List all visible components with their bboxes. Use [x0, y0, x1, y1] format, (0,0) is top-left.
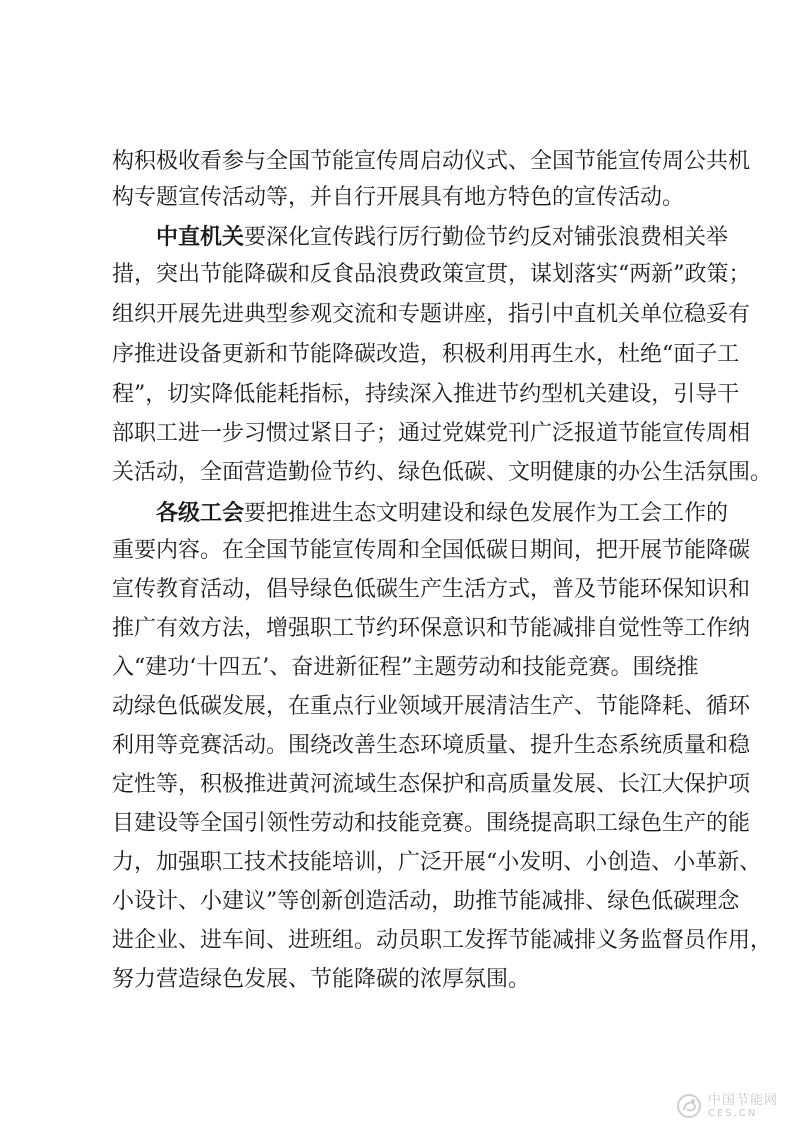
text-line: [112, 297, 751, 333]
line-text: 宣传教育活动，倡导绿色低碳生产生活方式，普及节能环保知识和: [112, 577, 751, 602]
line-text: 目建设等全国引领性劳动和技能竞赛。围绕提高职工绿色生产的能: [112, 811, 751, 836]
ces-logo-icon: [676, 1093, 702, 1119]
text-line: [112, 455, 773, 491]
text-line: [112, 923, 773, 959]
line-text: 关活动，全面营造勤俭节约、绿色低碳、文明健康的办公生活氛围。: [112, 460, 773, 485]
line-text: 力，加强职工技术技能培训，广泛开展“小发明、小创造、小革新、: [112, 850, 762, 875]
line-text: 组织开展先进典型参观交流和专题讲座，指引中直机关单位稳妥有: [112, 302, 751, 327]
text-line: [112, 257, 751, 293]
text-line: [112, 689, 751, 725]
text-line: [112, 884, 740, 920]
line-text: 部职工进一步习惯过紧日子；通过党媒党刊广泛报道节能宣传周相: [112, 421, 751, 446]
line-text: 推广有效方法，增强职工节约环保意识和节能减排自觉性等工作纳: [112, 616, 751, 641]
line-text: 要深化宣传践行厉行勤俭节约反对铺张浪费相关举: [244, 225, 729, 250]
text-line: [112, 572, 751, 608]
watermark: [676, 1093, 778, 1119]
paragraph-heading: 各级工会: [156, 501, 245, 526]
text-line: [112, 144, 751, 180]
paragraph-lead-line: [156, 220, 729, 256]
text-line: [112, 180, 690, 216]
text-line: [112, 533, 751, 569]
watermark-domain: CES.CN: [707, 1107, 758, 1119]
line-text: 构专题宣传活动等，并自行开展具有地方特色的宣传活动。: [112, 185, 685, 210]
text-line: [112, 845, 762, 881]
line-text: 努力营造绿色发展、节能降碳的浓厚氛围。: [112, 967, 531, 992]
text-line: [112, 962, 690, 998]
line-text: 小设计、小建议”等创新创造活动，助推节能减排、绿色低碳理念: [112, 889, 740, 914]
text-line: [112, 728, 751, 764]
text-line: [112, 416, 751, 452]
line-text: 要把推进生态文明建设和绿色发展作为工会工作的: [244, 501, 729, 526]
watermark-text: [708, 1094, 778, 1119]
text-line: [112, 650, 699, 686]
paragraph-lead-line: [156, 496, 729, 532]
text-line: [112, 767, 751, 803]
text-line: [112, 377, 740, 413]
line-text: 措，突出节能降碳和反食品浪费政策宣贯，谋划落实“两新”政策；: [112, 262, 751, 287]
watermark-site-name: 中国节能网: [707, 1092, 778, 1108]
text-line: [112, 337, 740, 373]
line-text: 重要内容。在全国节能宣传周和全国低碳日期间，把开展节能降碳: [112, 538, 751, 563]
line-text: 入“建功‘十四五’、奋进新征程”主题劳动和技能竞赛。围绕推: [112, 655, 699, 680]
text-line: [112, 806, 751, 842]
line-text: 动绿色低碳发展，在重点行业领域开展清洁生产、节能降耗、循环: [112, 694, 751, 719]
paragraph-heading: 中直机关: [156, 225, 245, 250]
line-text: 定性等，积极推进黄河流域生态保护和高质量发展、长江大保护项: [112, 772, 751, 797]
line-text: 构积极收看参与全国节能宣传周启动仪式、全国节能宣传周公共机: [112, 149, 751, 174]
line-text: 序推进设备更新和节能降碳改造，积极利用再生水，杜绝“面子工: [112, 342, 740, 367]
line-text: 利用等竞赛活动。围绕改善生态环境质量、提升生态系统质量和稳: [112, 733, 751, 758]
text-line: [112, 611, 751, 647]
line-text: 程”，切实降低能耗指标，持续深入推进节约型机关建设，引导干: [112, 382, 740, 407]
line-text: 进企业、进车间、进班组。动员职工发挥节能减排义务监督员作用，: [112, 928, 773, 953]
